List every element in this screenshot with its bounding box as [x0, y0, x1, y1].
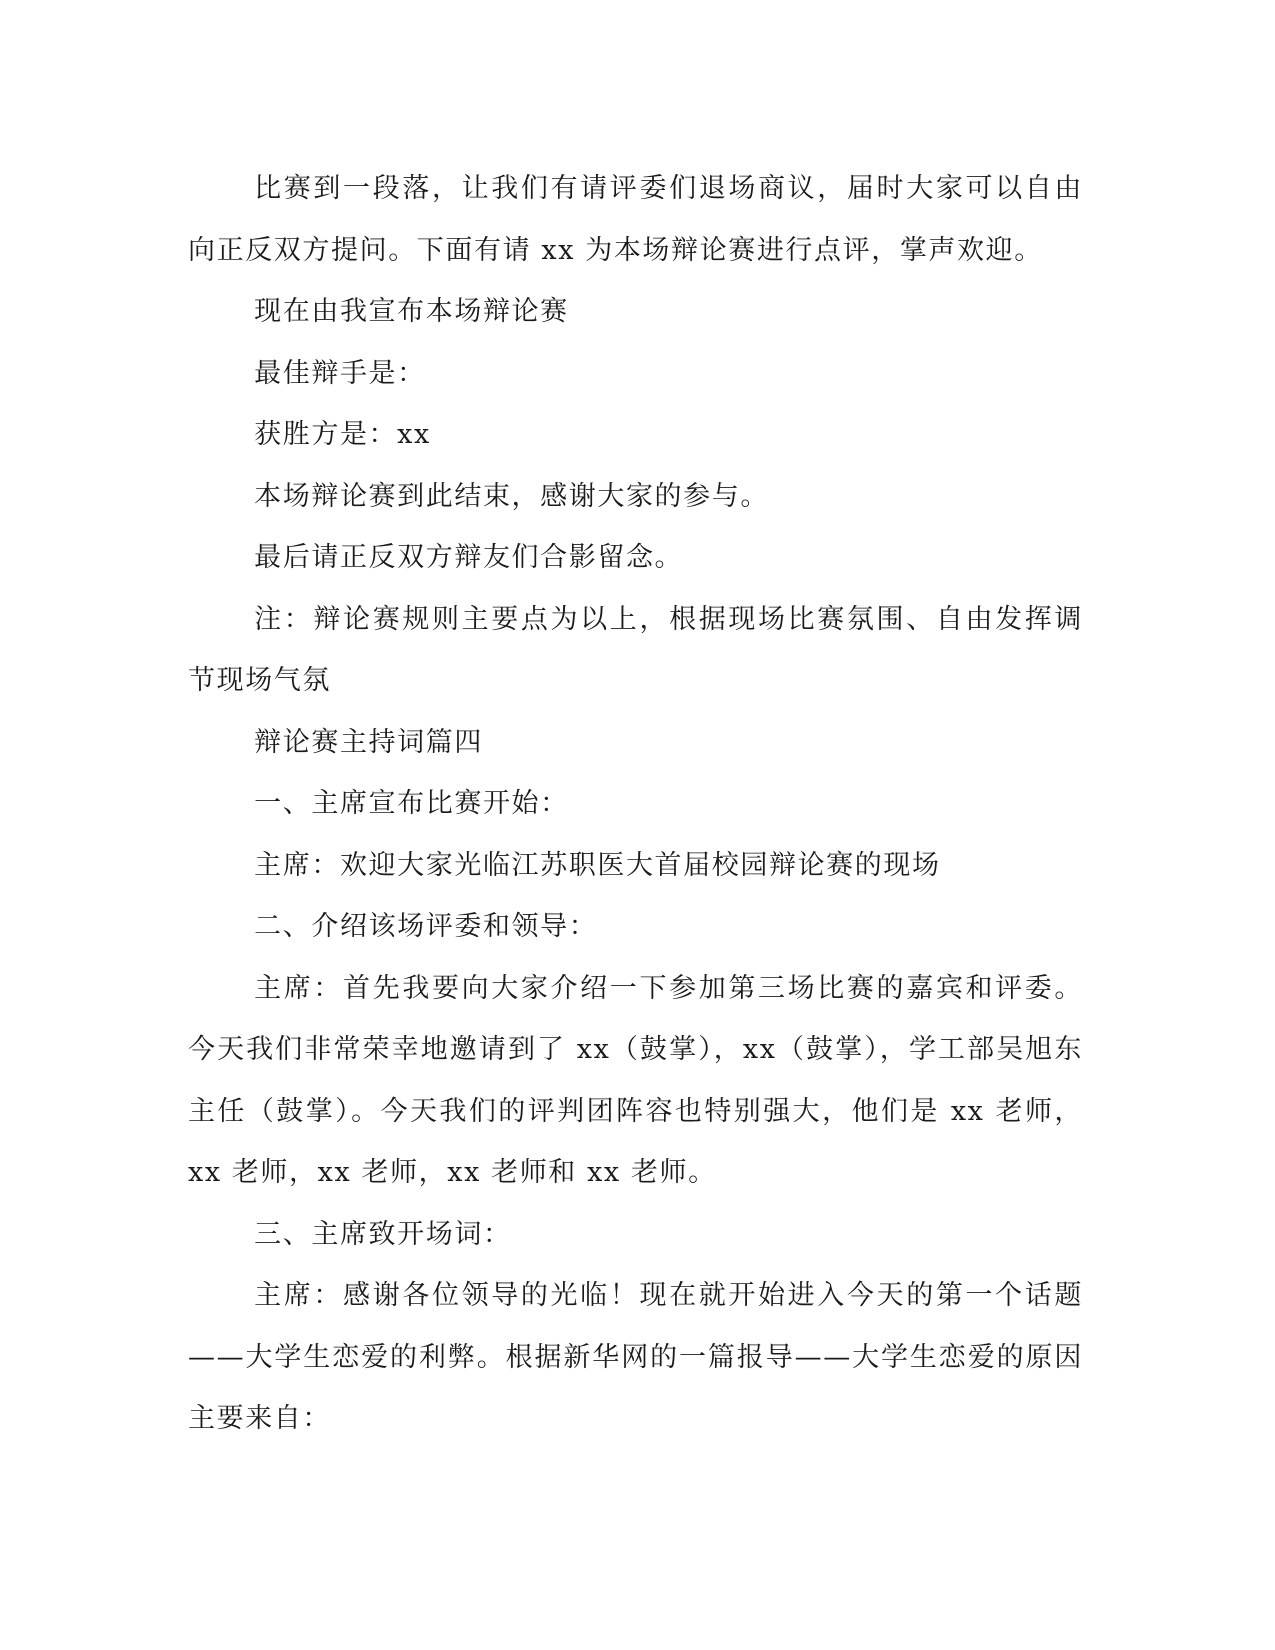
section-title: 辩论赛主持词篇四	[254, 726, 483, 758]
paragraph-9: 一、主席宣布比赛开始：	[254, 788, 569, 819]
paragraph-12: 主席：首先我要向大家介绍一下参加第三场比赛的嘉宾和评委。今天我们非常荣幸地邀请到了 xx（鼓掌），xx（鼓掌），学工部吴旭东主任（鼓掌）。今天我们的评判团阵容也特别强大，他们是 xx 老师，xx 老师，xx 老师，xx 老师和 xx 老师。	[188, 972, 1083, 1188]
paragraph-3: 最佳辩手是：	[254, 357, 426, 389]
paragraph-5: 本场辩论赛到此结束，感谢大家的参与。	[254, 480, 769, 512]
paragraph-14: 主席：感谢各位领导的光临！现在就开始进入今天的第一个话题——大学生恋爱的利弊。根据新华网的一篇报导——大学生恋爱的原因主要来自：	[188, 1280, 1083, 1434]
paragraph-2: 现在由我宣布本场辩论赛	[254, 296, 569, 327]
paragraph-4: 获胜方是：xx	[254, 419, 431, 450]
paragraph-7: 注：辩论赛规则主要点为以上，根据现场比赛氛围、自由发挥调节现场气氛	[188, 603, 1083, 696]
paragraph-1: 比赛到一段落，让我们有请评委们退场商议，届时大家可以自由向正反双方提问。下面有请 xx 为本场辩论赛进行点评，掌声欢迎。	[188, 173, 1083, 266]
paragraph-6: 最后请正反双方辩友们合影留念。	[254, 542, 684, 573]
paragraph-10: 主席：欢迎大家光临江苏职医大首届校园辩论赛的现场	[254, 849, 941, 881]
document-body	[188, 158, 1083, 1450]
paragraph-11: 二、介绍该场评委和领导：	[254, 911, 598, 942]
paragraph-13: 三、主席致开场词：	[254, 1218, 512, 1250]
